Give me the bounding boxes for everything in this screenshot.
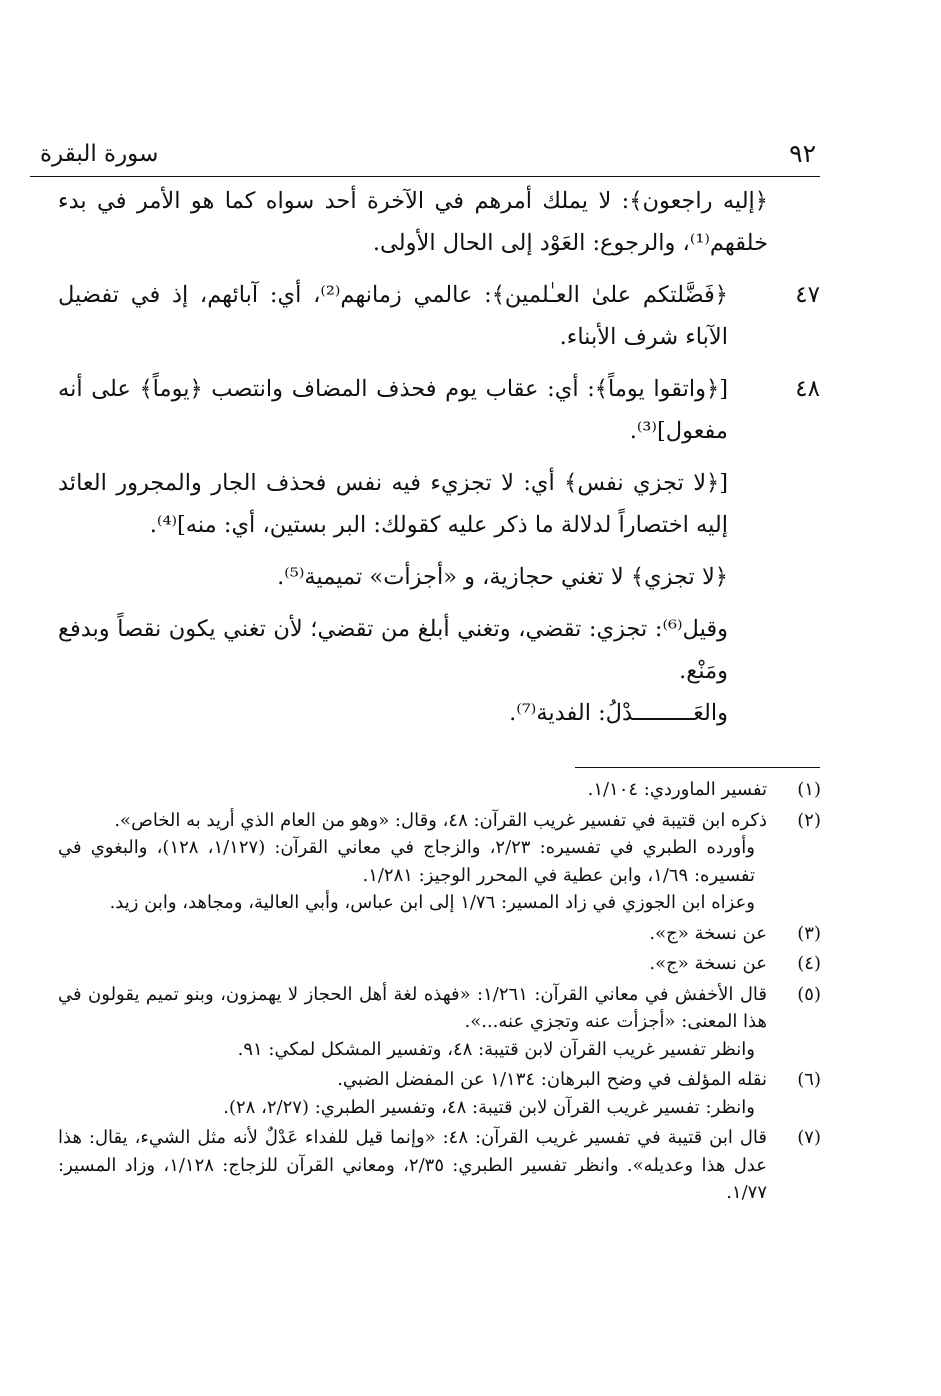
footnote-3 [58,920,821,948]
footnote-number: (١) [797,779,821,800]
running-header-title: سورة البقرة [40,141,159,167]
footnote-2 [58,807,821,917]
footnote-5 [58,981,821,1064]
footnote-line: وانظر: تفسير غريب القرآن لابن قتيبة: ٤٨، وتفسير الطبري: (٢/٢٧، ٢٨). [223,1096,755,1118]
verse-47-block [58,274,820,358]
verse-48-block [58,368,820,452]
main-text [58,180,820,734]
footnote-line: قال الأخفش في معاني القرآن: ١/٢٦١: «فهذه لغة أهل الحجاز لا يهمزون، وبنو تميم يقولون في هذا المعنى: «أجزأت عنه وتجزي عنه...». [58,983,767,1032]
footnote-divider [575,767,820,768]
footnote-1 [58,776,821,804]
footnote-7 [58,1124,821,1207]
header-divider [30,176,820,177]
footnote-number: (٦) [797,1069,821,1090]
footnote-line: ذكره ابن قتيبة في تفسير غريب القرآن: ٤٨، وقال: «وهو من العام الذي أريد به الخاص». [114,809,767,831]
paragraph-la-tajzi-nafs: [﴿لا تجزي نفس﴾ أي: لا تجزيء فيه نفس فحذف الجار والمجرور العائد إليه اختصاراً لدلالة ما ذكر عليه كقولك: البر بستين، أي: منه]⁽⁴⁾. [58,470,728,538]
footnotes [58,776,821,1210]
footnote-number: (٤) [797,953,821,974]
footnote-number: (٢) [797,809,821,831]
footnote-line: عن نسخة «ج». [649,922,767,944]
footnote-line: وانظر تفسير غريب القرآن لابن قتيبة: ٤٨، وتفسير المشكل لمكي: ٩١. [237,1038,755,1060]
footnote-6 [58,1066,821,1121]
paragraph-la-tajzi: ﴿لا تجزي﴾ لا تغني حجازية، و «أجزأت» تميمية⁽⁵⁾. [277,564,728,590]
footnote-4 [58,950,821,978]
footnote-line: قال ابن قتيبة في تفسير غريب القرآن: ٤٨: «وإنما قيل للفداء عَدْلٌ لأنه مثل الشيء، يقال: هذا عدل هذا وعديله». وانظر تفسير الطبري: ٢/٣٥، ومعاني القرآن للزجاج: ١/١٢٨، وزاد المسير: ١/٧٧. [58,1127,767,1203]
footnote-number: (٥) [797,983,821,1005]
paragraph-adl: والعَـــــــــدْلُ: الفدية⁽⁷⁾. [509,700,728,726]
footnote-line: نقله المؤلف في وضح البرهان: ١/١٣٤ عن المفضل الضبي. [337,1069,767,1090]
footnote-number: (٣) [797,922,821,944]
paragraph-qila: وقيل⁽⁶⁾: تجزي: تقضي، وتغني أبلغ من تقضي؛ لأن تغني يكون نقصاً وبدفع ومَنْع. [58,616,728,684]
footnote-line: وأورده الطبري في تفسيره: ٢/٢٣، والزجاج في معاني القرآن: (١/١٢٧، ١٢٨)، والبغوي في تفسيره: ١/٦٩، وابن عطية في المحرر الوجيز: ١/٢٨١. [58,837,755,886]
verse-number-47: ٤٧ [795,282,820,308]
footnote-line: عن نسخة «ج». [649,953,767,974]
verse-number-48: ٤٨ [795,376,820,402]
paragraph-intro: ﴿إليه راجعون﴾: لا يملك أمرهم في الآخرة أحد سواه كما هو الأمر في بدء خلقهم⁽¹⁾، والرجوع: العَوْد إلى الحال الأولى. [58,188,768,256]
verse-47-text: ﴿فَضَّلتكم علىٰ العـٰلمين﴾: عالمي زمانهم⁽²⁾، أي: آبائهم، إذ في تفضيل الآباء شرف الأبناء. [58,282,728,350]
footnote-number: (٧) [797,1127,821,1148]
footnote-line: تفسير الماوردي: ١/١٠٤. [587,779,767,800]
page-number: ٩٢ [789,139,816,168]
verse-48-text: [﴿واتقوا يوماً﴾: أي: عقاب يوم فحذف المضاف وانتصب ﴿يوماً﴾ على أنه مفعول]⁽³⁾. [58,376,728,444]
footnote-line: وعزاه ابن الجوزي في زاد المسير: ١/٧٦ إلى ابن عباس، وأبي العالية، ومجاهد، وابن زيد. [109,892,755,913]
